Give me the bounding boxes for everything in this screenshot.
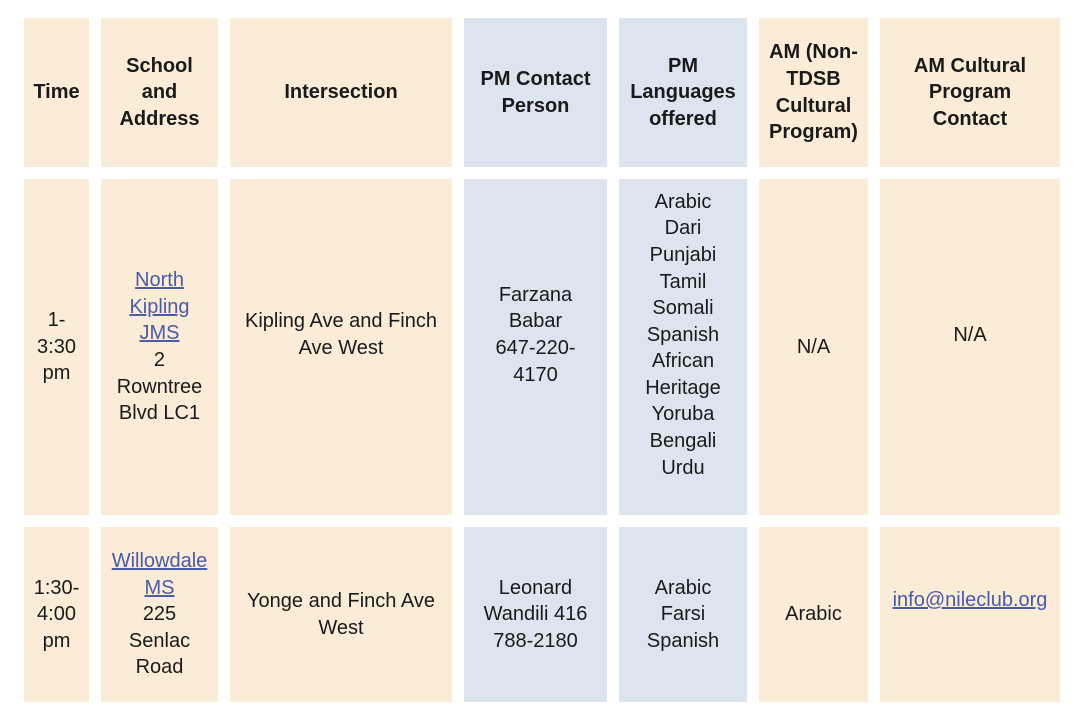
- row2-school: [101, 527, 218, 702]
- row2-am-program: [759, 527, 868, 702]
- header-time: [24, 18, 89, 167]
- row1-pm-languages-fill: [619, 491, 747, 515]
- row1-pm-contact: [464, 179, 607, 491]
- row2-school-address: 225 Senlac Road: [128, 603, 191, 679]
- row1-pm-contact-fill: [464, 491, 607, 515]
- row1-time-text: 1- 3:30 pm: [37, 309, 76, 385]
- row1-intersection-text: Kipling Ave and Finch Ave West: [245, 310, 437, 359]
- header-intersection: [230, 18, 452, 167]
- row2-school-link[interactable]: Willowdale MS: [111, 550, 208, 599]
- row1-school-link[interactable]: North Kipling JMS: [129, 269, 190, 345]
- row1-am-contact: [880, 179, 1060, 491]
- row2-intersection-text: Yonge and Finch Ave West: [247, 589, 435, 639]
- row2-am-contact-email-link[interactable]: info@nileclub.org: [892, 589, 1048, 612]
- header-pm-contact-label: PM Contact Person: [480, 67, 591, 117]
- row1-time: [24, 179, 89, 515]
- header-am-contact-label: AM Cultural Program Contact: [913, 54, 1027, 130]
- row1-pm-languages: [619, 179, 747, 491]
- header-intersection-label: Intersection: [284, 81, 398, 104]
- header-pm-languages: [619, 18, 747, 167]
- header-school: [101, 18, 218, 167]
- row2-intersection: [230, 527, 452, 702]
- row2-school-content: [112, 548, 208, 681]
- row2-pm-languages-text: Arabic Farsi Spanish: [646, 576, 720, 652]
- row1-pm-contact-text: Farzana Babar 647-220- 4170: [495, 283, 576, 386]
- row1-am-contact-text: N/A: [953, 323, 987, 346]
- row2-pm-contact-text: Leonard Wandili 416 788-2180: [483, 576, 588, 652]
- row2-am-contact: [880, 527, 1060, 702]
- row1-intersection: [230, 179, 452, 491]
- header-school-label: School and Address: [119, 54, 200, 130]
- row1-school-content: [117, 267, 203, 427]
- row1-am-program-text: N/A: [796, 335, 831, 358]
- header-am-program-label: AM (Non- TDSB Cultural Program): [769, 41, 858, 144]
- header-pm-contact: [464, 18, 607, 167]
- row2-am-program-text: Arabic: [785, 603, 842, 626]
- row1-am-program: [759, 179, 868, 515]
- header-am-program: [759, 18, 868, 167]
- row2-pm-contact: [464, 527, 607, 702]
- row2-pm-languages: [619, 527, 747, 702]
- row1-school: [101, 179, 218, 515]
- row1-school-address: 2 Rowntree Blvd LC1: [116, 349, 203, 425]
- row1-intersection-fill: [230, 491, 452, 515]
- header-pm-languages-label: PM Languages offered: [630, 54, 736, 130]
- header-time-label: Time: [33, 81, 80, 104]
- row1-am-contact-fill: [880, 491, 1060, 515]
- row2-time-text: 1:30- 4:00 pm: [33, 576, 80, 652]
- header-am-contact: [880, 18, 1060, 167]
- row1-pm-languages-text: Arabic Dari Punjabi Tamil Somali Spanish African Heritage Yoruba Bengali Urdu: [645, 190, 721, 479]
- row2-time: [24, 527, 89, 702]
